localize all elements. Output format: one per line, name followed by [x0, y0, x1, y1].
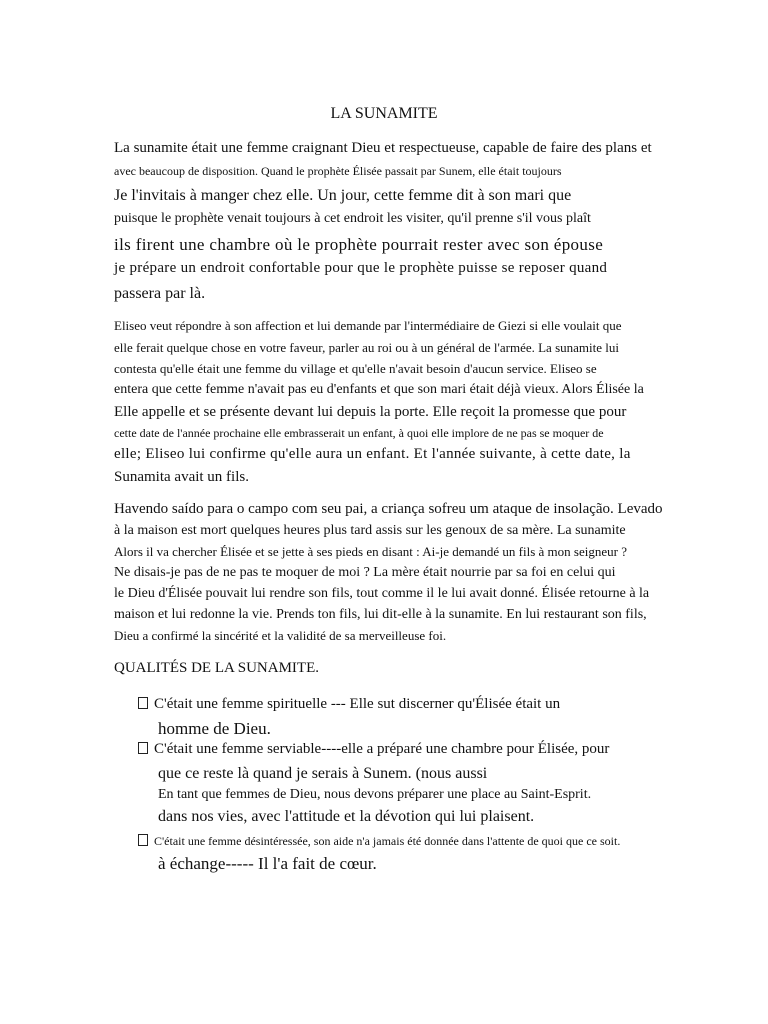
paragraph-line: Havendo saído para o campo com seu pai, a criança sofreu um ataque de insolação. Levado — [114, 501, 663, 517]
paragraph-line: maison et lui redonne la vie. Prends ton fils, lui dit-elle à la sunamite. En lui restaurant son fils, — [114, 607, 647, 622]
paragraph-line: elle; Eliseo lui confirme qu'elle aura un enfant. Et l'année suivante, à cette date, la — [114, 446, 631, 462]
paragraph-line: Elle appelle et se présente devant lui depuis la porte. Elle reçoit la promesse que pour — [114, 404, 627, 420]
paragraph-line: cette date de l'année prochaine elle embrasserait un enfant, à quoi elle implore de ne pas se moquer de — [114, 426, 604, 440]
list-item-text: C'était une femme désintéressée, son aide n'a jamais été donnée dans l'attente de quoi que ce soit. — [154, 834, 621, 848]
list-item-continuation: dans nos vies, avec l'attitude et la dévotion qui lui plaisent. — [158, 808, 535, 825]
paragraph-line: le Dieu d'Élisée pouvait lui rendre son fils, tout comme il le lui avait donné. Élisée retourne à la — [114, 586, 650, 601]
paragraph-line: passera par là. — [114, 285, 206, 302]
list-item-continuation: à échange----- Il l'a fait de cœur. — [158, 854, 377, 873]
list-item — [138, 742, 609, 757]
paragraph-line: Eliseo veut répondre à son affection et lui demande par l'intermédiaire de Giezi si elle voulait que — [114, 318, 622, 333]
checkbox-bullet-icon — [138, 697, 148, 709]
paragraph-line: contesta qu'elle était une femme du village et qu'elle n'avait besoin d'aucun service. Eliseo se — [114, 361, 597, 376]
paragraph-line: La sunamite était une femme craignant Dieu et respectueuse, capable de faire des plans et — [114, 140, 652, 156]
paragraph-line: avec beaucoup de disposition. Quand le prophète Élisée passait par Sunem, elle était toujours — [114, 164, 562, 178]
list-item-continuation: que ce reste là quand je serais à Sunem. (nous aussi — [158, 765, 488, 782]
list-item — [138, 834, 620, 847]
paragraph-line: Alors il va chercher Élisée et se jette à ses pieds en disant : Ai-je demandé un fils à mon seigneur ? — [114, 544, 627, 559]
list-item — [138, 697, 560, 712]
paragraph-line: Sunamita avait un fils. — [114, 469, 249, 485]
list-item-text: C'était une femme spirituelle --- Elle sut discerner qu'Élisée était un — [154, 696, 561, 712]
list-item-continuation: homme de Dieu. — [158, 719, 271, 738]
section-heading: QUALITÉS DE LA SUNAMITE. — [114, 660, 319, 676]
document-title: LA SUNAMITE — [330, 105, 438, 122]
paragraph-line: ils firent une chambre où le prophète pourrait rester avec son épouse — [114, 235, 604, 254]
paragraph-line: Ne disais-je pas de ne pas te moquer de moi ? La mère était nourrie par sa foi en celui qui — [114, 565, 616, 580]
paragraph-line: à la maison est mort quelques heures plus tard assis sur les genoux de sa mère. La sunamite — [114, 523, 626, 538]
list-item-text: C'était une femme serviable----elle a préparé une chambre pour Élisée, pour — [154, 741, 610, 757]
paragraph-line: entera que cette femme n'avait pas eu d'enfants et que son mari était déjà vieux. Alors Élisée la — [114, 382, 644, 397]
paragraph-line: Je l'invitais à manger chez elle. Un jour, cette femme dit à son mari que — [114, 187, 572, 204]
list-item-continuation: En tant que femmes de Dieu, nous devons préparer une place au Saint-Esprit. — [158, 787, 592, 802]
checkbox-bullet-icon — [138, 742, 148, 754]
paragraph-line: je prépare un endroit confortable pour que le prophète puisse se reposer quand — [114, 260, 608, 276]
paragraph-line: Dieu a confirmé la sincérité et la validité de sa merveilleuse foi. — [114, 628, 447, 643]
checkbox-bullet-icon — [138, 834, 148, 846]
paragraph-line: puisque le prophète venait toujours à cet endroit les visiter, qu'il prenne s'il vous plaît — [114, 211, 591, 226]
paragraph-line: elle ferait quelque chose en votre faveur, parler au roi ou à un général de l'armée. La sunamite lui — [114, 340, 619, 355]
